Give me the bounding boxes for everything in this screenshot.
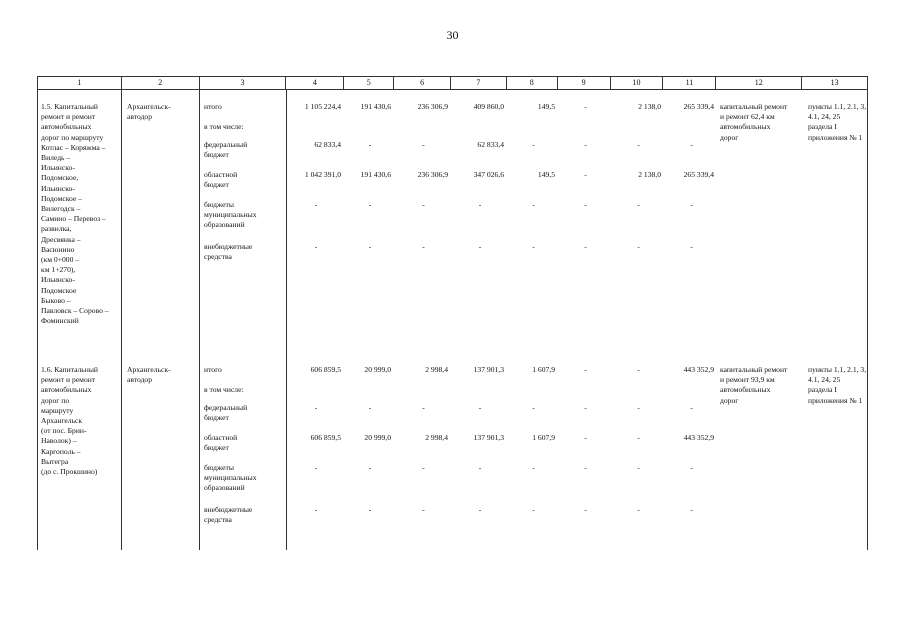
- value-cell: -: [584, 170, 587, 179]
- executor: Архангельск- автодор: [127, 365, 171, 385]
- column-header-11: 11: [663, 77, 716, 89]
- value-cell: 149,5: [537, 102, 555, 111]
- row-label: федеральный бюджет: [204, 403, 248, 423]
- value-cell: -: [422, 242, 425, 251]
- value-cell: 443 352,9: [683, 365, 714, 374]
- value-cell: 1 607,9: [532, 433, 555, 442]
- value-cell: 1 105 224,4: [304, 102, 341, 111]
- column-header-8: 8: [507, 77, 558, 89]
- value-cell: 606 859,5: [310, 365, 341, 374]
- value-cell: -: [368, 242, 372, 251]
- row-label: в том числе:: [204, 385, 244, 394]
- value-cell: -: [584, 365, 587, 374]
- value-cell: -: [532, 505, 535, 514]
- column-header-10: 10: [611, 77, 664, 89]
- value-cell: -: [368, 505, 372, 514]
- column-divider: [199, 90, 200, 550]
- row-label: внебюджетные средства: [204, 505, 253, 525]
- value-cell: -: [690, 403, 693, 412]
- value-cell: 137 901,3: [473, 433, 504, 442]
- value-cell: 2 998,4: [425, 433, 448, 442]
- value-cell: -: [532, 403, 535, 412]
- value-cell: -: [584, 463, 587, 472]
- value-cell: -: [690, 140, 693, 149]
- value-cell: -: [314, 242, 318, 251]
- value-cell: -: [584, 433, 587, 442]
- value-cell: -: [690, 463, 693, 472]
- column-header-6: 6: [394, 77, 451, 89]
- row-label: бюджеты муниципальных образований: [204, 463, 257, 493]
- value-cell: 191 430,6: [360, 102, 391, 111]
- value-cell: 2 138,0: [638, 170, 661, 179]
- column-header-7: 7: [451, 77, 507, 89]
- value-cell: 149,5: [537, 170, 555, 179]
- row-label: областной бюджет: [204, 433, 238, 453]
- value-cell: 265 339,4: [683, 102, 714, 111]
- value-cell: 2 998,4: [425, 365, 448, 374]
- value-cell: -: [478, 403, 482, 412]
- budget-table: [37, 76, 868, 550]
- row-label: областной бюджет: [204, 170, 238, 190]
- column-header-13: 13: [830, 78, 839, 87]
- value-cell: -: [584, 140, 587, 149]
- value-cell: 606 859,5: [310, 433, 341, 442]
- value-cell: -: [478, 463, 482, 472]
- value-cell: 236 306,9: [417, 102, 448, 111]
- value-cell: -: [637, 140, 640, 149]
- column-header-2: 2: [122, 77, 200, 89]
- value-cell: 347 026,6: [473, 170, 504, 179]
- value-cell: -: [368, 140, 372, 149]
- value-cell: -: [584, 505, 587, 514]
- project-name: 1.6. Капитальный ремонт и ремонт автомобильных дорог по маршруту Архангельск (от пос. Брин- Наволок) – Каргополь – Вытегра (до с. Прокшино): [41, 365, 98, 477]
- value-cell: -: [368, 403, 372, 412]
- value-cell: -: [314, 200, 318, 209]
- value-cell: 62 833,4: [314, 140, 341, 149]
- column-header-1: 1: [38, 77, 122, 89]
- expected-result: капитальный ремонт и ремонт 93,9 км автомобильных дорог: [720, 365, 788, 405]
- value-cell: -: [422, 140, 425, 149]
- project-name: 1.5. Капитальный ремонт и ремонт автомобильных дорог по маршруту Котлас – Коряжма – Виледь – Ильинско- Подомское, Ильинско- Подомское – Вилегодск – Самино – Перевоз – развилка, Дресвянка – Васюнино (км 0+000 – км 1+270), Ильинско- Подомское Быково – Павловск – Сорово – Фоминский: [41, 102, 109, 326]
- value-cell: 265 339,4: [683, 170, 714, 179]
- value-cell: 1 042 391,0: [304, 170, 341, 179]
- column-header-3: 3: [200, 77, 287, 89]
- row-label: в том числе:: [204, 122, 244, 131]
- value-cell: -: [478, 242, 482, 251]
- value-cell: 1 607,9: [532, 365, 555, 374]
- value-cell: -: [532, 463, 535, 472]
- reference: пункты 1.1, 2.1, 3, 4.1, 24, 25 раздела I приложения № 1: [808, 102, 867, 142]
- row-label: итого: [204, 365, 222, 374]
- value-cell: 20 999,0: [364, 365, 391, 374]
- executor: Архангельск- автодор: [127, 102, 171, 122]
- value-cell: 236 306,9: [417, 170, 448, 179]
- table-body: [37, 90, 868, 550]
- expected-result: капитальный ремонт и ремонт 62,4 км автомобильных дорог: [720, 102, 788, 142]
- value-cell: -: [637, 403, 640, 412]
- column-header-12: 12: [716, 77, 802, 89]
- value-cell: 409 860,0: [473, 102, 504, 111]
- value-cell: 62 833,4: [477, 140, 504, 149]
- value-cell: -: [422, 200, 425, 209]
- value-cell: -: [584, 403, 587, 412]
- page-number: 30: [446, 28, 459, 42]
- value-cell: -: [532, 200, 535, 209]
- row-label: итого: [204, 102, 222, 111]
- value-cell: -: [637, 433, 640, 442]
- value-cell: -: [637, 200, 640, 209]
- value-cell: 2 138,0: [638, 102, 661, 111]
- row-label: бюджеты муниципальных образований: [204, 200, 257, 230]
- reference: пункты 1.1, 2.1, 3, 4.1, 24, 25 раздела I приложения № 1: [808, 365, 867, 405]
- value-cell: 137 901,3: [473, 365, 504, 374]
- value-cell: -: [314, 463, 318, 472]
- value-cell: -: [478, 505, 482, 514]
- value-cell: 443 352,9: [683, 433, 714, 442]
- column-header-5: 5: [344, 77, 394, 89]
- value-cell: -: [422, 463, 425, 472]
- row-label: внебюджетные средства: [204, 242, 253, 262]
- value-cell: -: [368, 463, 372, 472]
- value-cell: -: [690, 242, 693, 251]
- value-cell: -: [368, 200, 372, 209]
- column-header-9: 9: [558, 77, 611, 89]
- value-cell: -: [478, 200, 482, 209]
- table-header-row: [37, 76, 868, 90]
- value-cell: -: [637, 365, 640, 374]
- value-cell: -: [637, 505, 640, 514]
- value-cell: -: [690, 505, 693, 514]
- value-cell: 20 999,0: [364, 433, 391, 442]
- value-cell: -: [690, 200, 693, 209]
- value-cell: -: [314, 505, 318, 514]
- value-cell: -: [584, 200, 587, 209]
- value-cell: -: [637, 242, 640, 251]
- value-cell: -: [637, 463, 640, 472]
- value-cell: -: [584, 102, 587, 111]
- value-cell: -: [422, 403, 425, 412]
- value-cell: 191 430,6: [360, 170, 391, 179]
- value-cell: -: [314, 403, 318, 412]
- value-cell: -: [532, 140, 535, 149]
- value-cell: -: [422, 505, 425, 514]
- column-divider: [121, 90, 122, 550]
- column-header-4: 4: [286, 77, 344, 89]
- row-label: федеральный бюджет: [204, 140, 248, 160]
- value-cell: -: [532, 242, 535, 251]
- value-cell: -: [584, 242, 587, 251]
- column-divider: [286, 90, 287, 550]
